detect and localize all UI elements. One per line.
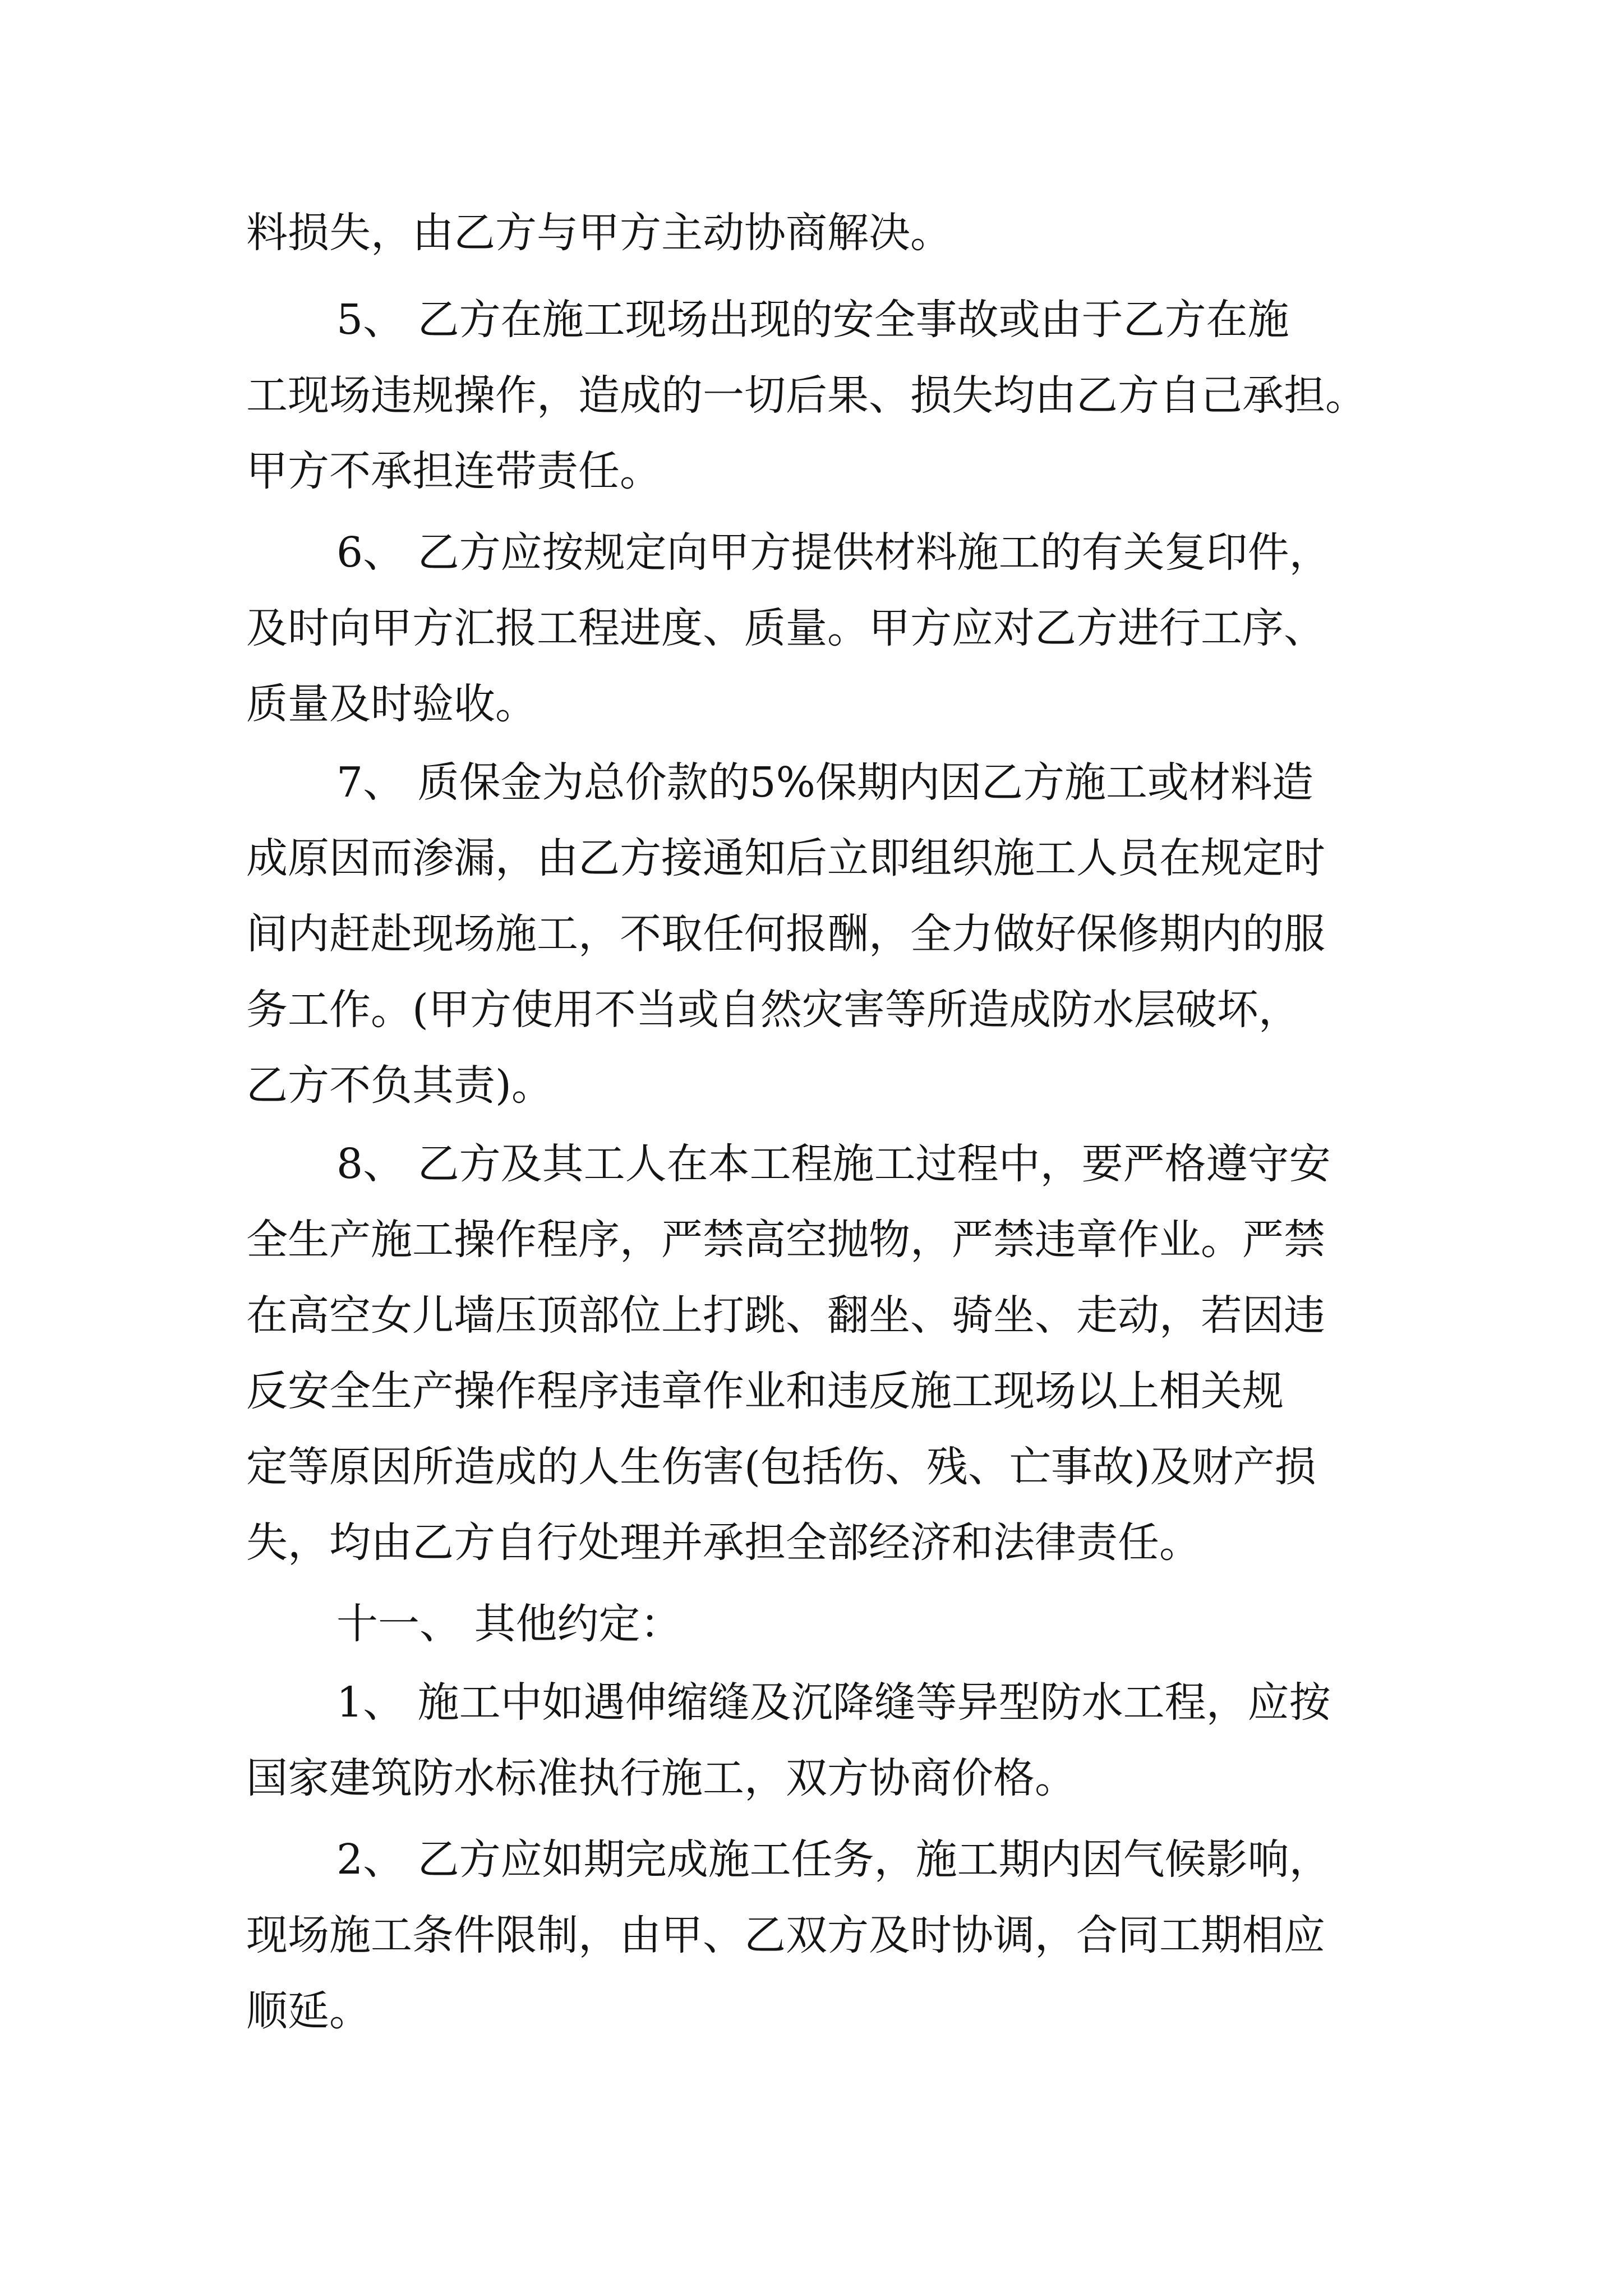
text-line-2: 5、 乙方在施工现场出现的安全事故或由于乙方在施 [336, 296, 1289, 344]
text-line-22: 2、 乙方应如期完成施工任务，施工期内因气候影响， [336, 1835, 1331, 1884]
text-line-14: 全生产施工操作程序，严禁高空抛物，严禁违章作业。严禁 [246, 1216, 1325, 1264]
text-line-13: 8、 乙方及其工人在本工程施工过程中，要严格遵守安 [336, 1140, 1331, 1188]
text-line-6: 及时向甲方汇报工程进度、质量。甲方应对乙方进行工序、 [246, 604, 1325, 652]
text-line-16: 反安全生产操作程序违章作业和违反施工现场以上相关规 [246, 1367, 1284, 1415]
text-line-1: 料损失，由乙方与甲方主动协商解决。 [246, 209, 952, 257]
text-line-20: 1、 施工中如遇伸缩缝及沉降缝等异型防水工程，应按 [336, 1678, 1331, 1727]
text-line-11: 务工作。(甲方使用不当或自然灾害等所造成防水层破坏， [246, 986, 1300, 1034]
text-line-21: 国家建筑防水标准执行施工，双方协商价格。 [246, 1754, 1076, 1802]
text-line-19: 十一、 其他约定： [336, 1600, 682, 1648]
text-line-23: 现场施工条件限制，由甲、乙双方及时协调，合同工期相应 [246, 1911, 1325, 1959]
text-line-8: 7、 质保金为总价款的5%保期内因乙方施工或材料造 [336, 758, 1313, 807]
text-line-10: 间内赶赴现场施工，不取任何报酬，全力做好保修期内的服 [246, 910, 1325, 958]
text-line-15: 在高空女儿墙压顶部位上打跳、翻坐、骑坐、走动，若因违 [246, 1291, 1325, 1340]
text-line-24: 顺延。 [246, 1987, 371, 2035]
text-line-9: 成原因而渗漏，由乙方接通知后立即组织施工人员在规定时 [246, 834, 1325, 882]
text-line-4: 甲方不承担连带责任。 [246, 447, 661, 495]
text-line-17: 定等原因所造成的人生伤害(包括伤、残、亡事故)及财产损 [246, 1443, 1316, 1491]
text-line-18: 失，均由乙方自行处理并承担全部经济和法律责任。 [246, 1519, 1201, 1567]
text-line-3: 工现场违规操作，造成的一切后果、损失均由乙方自己承担。 [246, 371, 1367, 420]
text-line-7: 质量及时验收。 [246, 680, 537, 728]
text-line-5: 6、 乙方应按规定向甲方提供材料施工的有关复印件， [336, 528, 1331, 577]
text-line-12: 乙方不负其责)。 [246, 1061, 553, 1110]
